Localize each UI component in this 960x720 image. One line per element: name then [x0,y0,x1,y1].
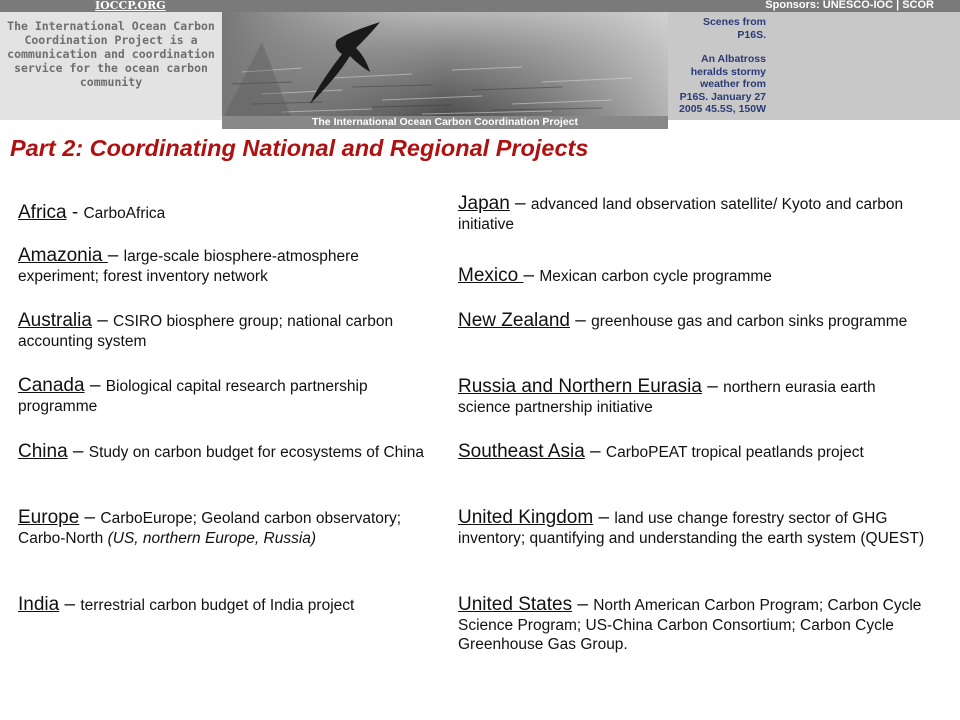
separator: – [572,594,594,615]
region-description: large-scale biosphere-atmosphere experiment; forest inventory network [18,248,359,285]
slide-title: Part 2: Coordinating National and Regional Projects [10,135,589,161]
region-description: Study on carbon budget for ecosystems of China [88,444,424,461]
region-description: greenhouse gas and carbon sinks programme [591,313,908,330]
region-name-link[interactable]: India [18,594,60,615]
region-description: Mexican carbon cycle programme [539,268,772,285]
region-name-link[interactable]: Europe [18,507,80,528]
region-name-link[interactable]: Russia and Northern Eurasia [458,376,702,397]
region-entry [458,265,928,287]
separator: – [509,193,531,214]
separator: – [91,310,114,331]
header-banner [0,12,960,129]
region-entry [18,375,443,416]
project-banner-bar [222,116,668,129]
region-description: CarboPEAT tropical peatlands project [605,444,864,461]
region-entry [18,441,443,463]
region-name-link[interactable]: Africa [18,202,67,223]
region-description: terrestrial carbon budget of India project [80,597,355,614]
region-name-link[interactable]: Southeast Asia [458,441,585,462]
region-name-link[interactable]: Mexico [458,265,524,286]
region-description: land use change forestry sector of GHG inventory; quantifying and understanding the earth system (QUEST) [458,510,925,547]
separator: – [584,441,606,462]
region-name-link[interactable]: China [18,441,68,462]
project-description: The International Ocean Carbon Coordination Project is a communication and coordination service for the ocean carbon community [7,19,215,89]
region-entry [18,202,443,224]
top-bar [0,0,960,12]
ocean-photo-image [222,12,668,120]
photo-caption [674,16,766,116]
region-description: CarboAfrica [83,205,166,222]
separator: – [593,507,615,528]
region-entry [18,310,443,351]
separator: – [67,441,89,462]
ioccp-link[interactable]: IOCCP.ORG [95,0,166,12]
region-note: (US, northern Europe, Russia) [107,530,317,547]
region-description: northern eurasia earth science partnership initiative [458,379,876,416]
separator: – [701,376,724,397]
region-entry [458,507,928,548]
region-description: advanced land observation satellite/ Kyoto and carbon initiative [458,196,904,233]
separator: – [107,245,124,266]
caption-title: Scenes from P16S. [702,16,766,41]
region-name-link[interactable]: New Zealand [458,310,570,331]
separator: – [79,507,101,528]
region-name-link[interactable]: Japan [458,193,510,214]
separator: – [59,594,81,615]
region-name-link[interactable]: Amazonia [18,245,108,266]
caption-body: An Albatross heralds stormy weather from P16S. January 27 2005 45.5S, 150W [679,53,766,115]
region-description: CarboEurope; Geoland carbon observatory; Carbo-North [18,510,402,547]
separator: – [523,265,540,286]
region-name-link[interactable]: United States [458,594,573,615]
albatross-photo [222,12,668,120]
region-entry [458,193,928,234]
region-entry [458,310,928,332]
sponsors-text: Sponsors: UNESCO-IOC | SCOR [765,0,934,11]
photo-caption-box [668,12,960,120]
project-description-box [0,12,222,120]
region-name-link[interactable]: United Kingdom [458,507,594,528]
region-name-link[interactable]: Australia [18,310,92,331]
region-entry [18,507,443,548]
region-description: CSIRO biosphere group; national carbon accounting system [18,313,394,350]
separator: - [66,202,84,223]
separator: – [84,375,106,396]
region-entry [458,376,928,417]
region-entry [18,245,443,286]
region-name-link[interactable]: Canada [18,375,85,396]
project-banner-text: The International Ocean Carbon Coordination Project [311,116,579,128]
region-description: Biological capital research partnership programme [18,378,368,415]
region-description: North American Carbon Program; Carbon Cycle Science Program; US-China Carbon Consortium; Carbon Cycle Greenhouse Gas Group. [458,597,922,653]
separator: – [569,310,592,331]
region-entry [458,441,928,463]
region-entry [458,594,928,654]
region-entry [18,594,443,616]
